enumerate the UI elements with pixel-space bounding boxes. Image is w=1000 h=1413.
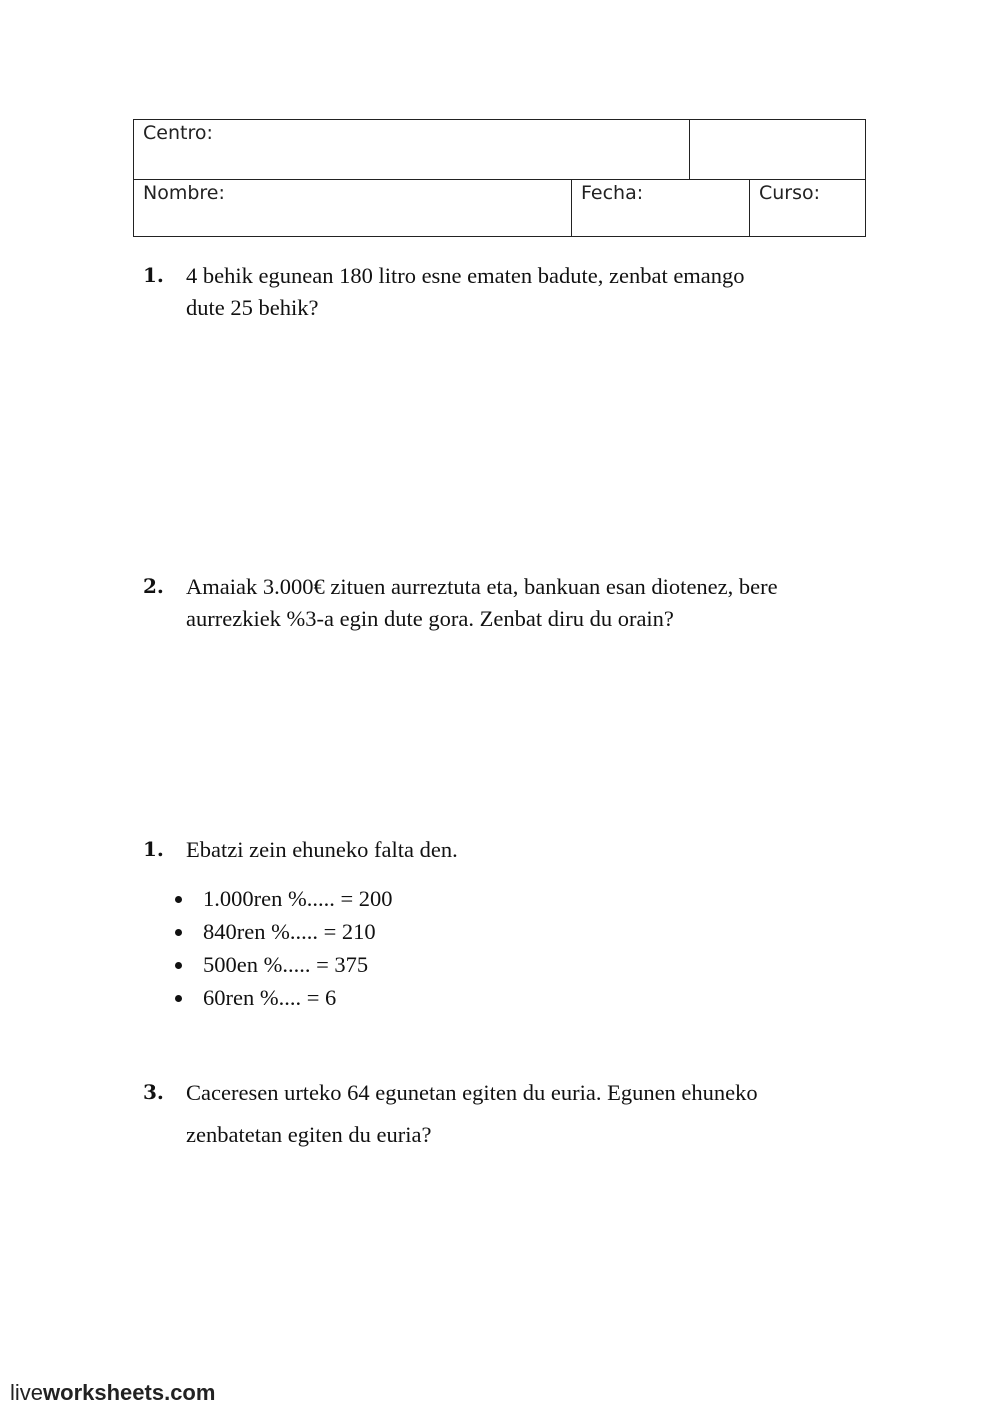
centro-label: Centro: [143, 122, 213, 144]
question-number: 1. [143, 263, 164, 287]
curso-label: Curso: [759, 182, 821, 204]
nombre-label: Nombre: [143, 182, 225, 204]
bullet-icon [175, 929, 182, 936]
question-number: 1. [143, 837, 164, 861]
question-line: Amaiak 3.000€ zituen aurreztuta eta, bankuan esan diotenez, bere [186, 574, 778, 599]
question-line: dute 25 behik? [186, 295, 319, 320]
list-item [172, 981, 393, 1014]
bullet-icon [175, 995, 182, 1002]
question-line: Ebatzi zein ehuneko falta den. [186, 837, 458, 862]
bullet-icon [175, 962, 182, 969]
nombre-field[interactable] [134, 180, 571, 236]
list-item-text: 1.000ren %..... = 200 [203, 886, 393, 911]
list-item [172, 882, 393, 915]
question-text [186, 1072, 758, 1156]
question-text [186, 834, 458, 866]
brand-bold: worksheets [43, 1380, 165, 1405]
fecha-field[interactable] [572, 180, 749, 236]
brand-light: live [10, 1380, 44, 1405]
centro-field[interactable] [134, 120, 689, 179]
blank-field[interactable] [690, 120, 865, 179]
brand-logo[interactable] [10, 1380, 215, 1406]
fecha-label: Fecha: [581, 182, 644, 204]
question-number: 3. [143, 1080, 164, 1104]
question-text [186, 260, 745, 324]
list-item [172, 915, 393, 948]
exercise-list [172, 882, 393, 1014]
question-line: zenbatetan egiten du euria? [186, 1122, 432, 1147]
list-item [172, 948, 393, 981]
bullet-icon [175, 896, 182, 903]
question-text [186, 571, 778, 635]
list-item-text: 500en %..... = 375 [203, 952, 369, 977]
list-item-text: 840ren %..... = 210 [203, 919, 376, 944]
brand-suffix: .com [164, 1380, 216, 1405]
curso-field[interactable] [750, 180, 865, 236]
question-line: 4 behik egunean 180 litro esne ematen badute, zenbat emango [186, 263, 745, 288]
question-line: aurrezkiek %3-a egin dute gora. Zenbat diru du orain? [186, 606, 674, 631]
question-number: 2. [143, 574, 164, 598]
question-line: Caceresen urteko 64 egunetan egiten du euria. Egunen ehuneko [186, 1080, 758, 1105]
list-item-text: 60ren %.... = 6 [203, 985, 337, 1010]
